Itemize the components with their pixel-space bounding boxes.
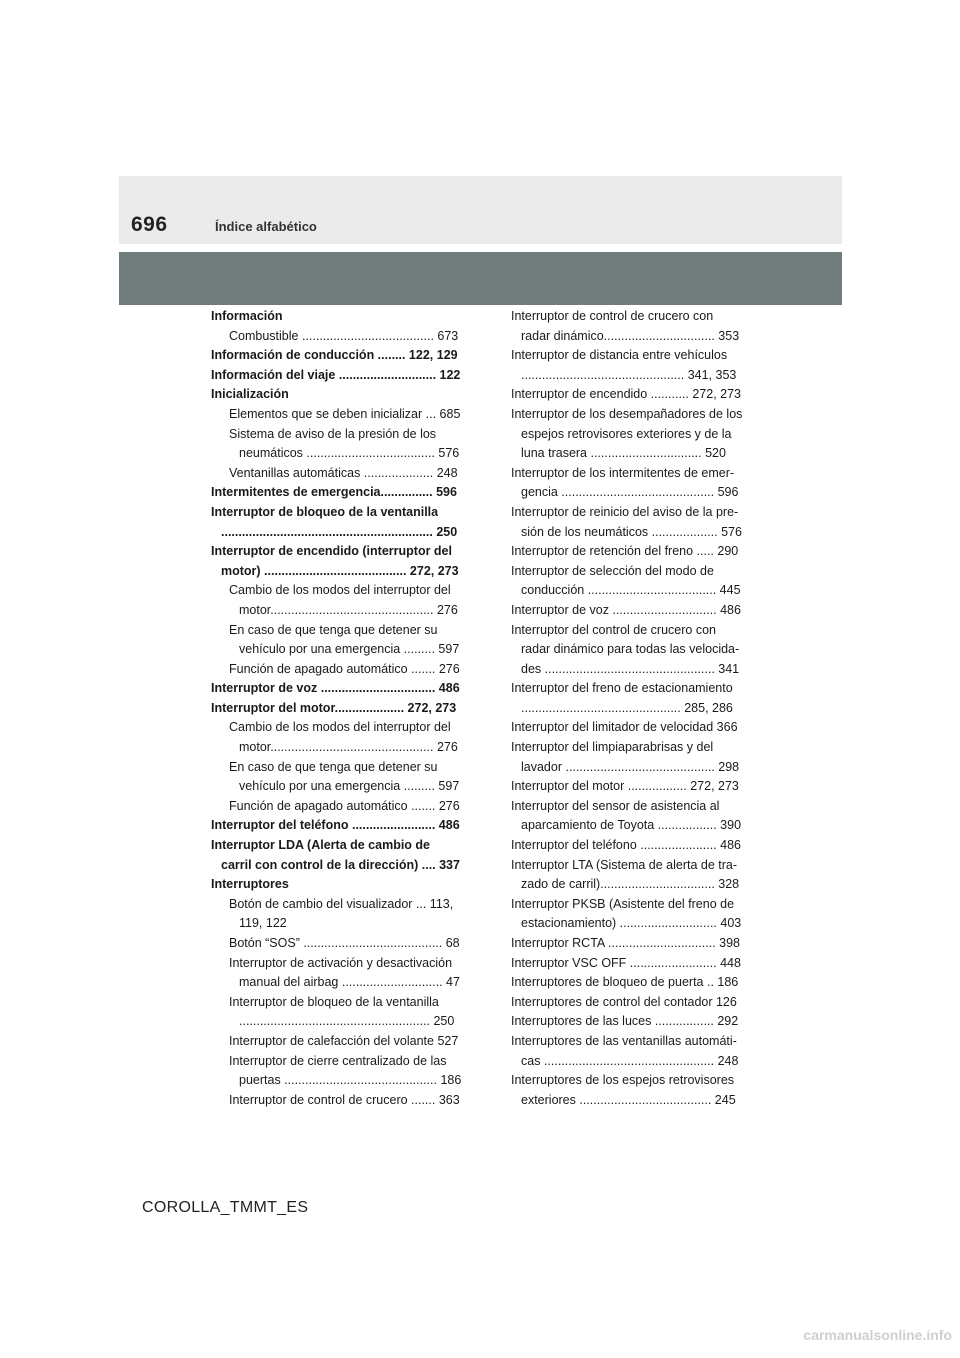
index-entry: Botón de cambio del visualizador ... 113, 119, 122 (229, 896, 454, 931)
index-entry: Interruptor del limitador de velocidad 366 (511, 720, 738, 735)
index-entry: Cambio de los modos del interruptor del motor............................................... 276 (229, 720, 458, 755)
index-entry: Interruptor del control de crucero con radar dinámico para todas las velocida-des ................................................. 341 (511, 622, 740, 676)
index-entry: Interruptor de retención del freno ..... 290 (511, 544, 739, 559)
index-entry: Interruptor de activación y desactivación manual del airbag ............................. 47 (229, 955, 460, 990)
index-entry: Combustible ...................................... 673 (229, 328, 459, 343)
index-entry: Información del viaje ............................ 122 (211, 367, 461, 382)
index-entry: Interruptor de bloqueo de la ventanilla ....................................................... 250 (229, 994, 455, 1029)
index-entry: Interruptor de distancia entre vehículos ............................................... 341, 353 (511, 348, 737, 382)
index-entry: Interruptor de control de crucero ....... 363 (229, 1092, 460, 1107)
index-entry: Interruptor LTA (Sistema de alerta de tra-zado de carril)................................. 328 (511, 857, 740, 892)
index-entry: Información (211, 309, 283, 323)
index-entry: Interruptor LDA (Alerta de cambio de carril con control de la dirección) .... 337 (211, 838, 460, 872)
index-entry: Interruptor del teléfono ...................... 486 (511, 838, 741, 853)
index-entry: Botón “SOS” ........................................ 68 (229, 936, 460, 950)
index-entry: Interruptor de los desempañadores de los espejos retrovisores exteriores y de la luna trasera ................................ 520 (511, 406, 743, 461)
index-entry: Interruptor VSC OFF ......................... 448 (511, 955, 741, 970)
index-column-right (511, 307, 743, 1110)
index-column-left (211, 307, 463, 1110)
watermark: carmanualsonline.info (803, 1327, 952, 1343)
index-entry: Interruptor de selección del modo de conducción ..................................... 445 (511, 563, 741, 598)
index-entry: Interruptor PKSB (Asistente del freno de estacionamiento) ............................ 403 (511, 896, 742, 931)
index-entry: Interruptores de control del contador 126 (511, 994, 737, 1009)
index-entry: Interruptor del sensor de asistencia al aparcamiento de Toyota ................. 390 (511, 798, 742, 833)
index-entry: Interruptor de cierre centralizado de las puertas ............................................ 186 (229, 1053, 462, 1088)
index-entry: Información de conducción ........ 122, 129 (211, 348, 458, 363)
index-entry: Inicialización (211, 387, 289, 402)
index-entry: Interruptor de reinicio del aviso de la pre-sión de los neumáticos ................... 576 (511, 504, 742, 539)
index-entry: Interruptores (211, 877, 289, 892)
index-entry: Sistema de aviso de la presión de los neumáticos ..................................... 576 (229, 426, 460, 461)
index-entry: Interruptor de encendido (interruptor del motor) ......................................... 272, 273 (211, 544, 459, 578)
index-entry: Interruptor de encendido ........... 272, 273 (511, 387, 742, 402)
page-number: 696 (131, 213, 168, 236)
index-entry: Función de apagado automático ....... 276 (229, 798, 460, 813)
index-entry: Cambio de los modos del interruptor del motor............................................... 276 (229, 583, 458, 617)
index-entry: Interruptor de control de crucero con radar dinámico................................ 353 (511, 309, 740, 343)
index-entry: En caso de que tenga que detener su vehículo por una emergencia ......... 597 (229, 622, 460, 657)
index-entry: Función de apagado automático ....... 276 (229, 661, 460, 676)
section-title: Índice alfabético (215, 219, 317, 234)
index-entry: Interruptor del freno de estacionamiento .............................................. 285, 286 (511, 681, 733, 715)
index-entry: Interruptores de bloqueo de puerta .. 186 (511, 975, 739, 990)
index-entry: Interruptor de calefacción del volante 527 (229, 1033, 459, 1048)
index-entry: Interruptor del teléfono ........................ 486 (211, 818, 460, 833)
index-entry: Interruptor de los intermitentes de emer-gencia ............................................ 596 (511, 465, 739, 500)
index-entry: Interruptor de bloqueo de la ventanilla ............................................................. 250 (211, 504, 458, 539)
index-entry: Elementos que se deben inicializar ... 685 (229, 406, 461, 421)
index-entry: Interruptor de voz .............................. 486 (511, 602, 741, 617)
index-entry: Interruptores de las luces ................. 292 (511, 1014, 739, 1029)
header-bar (119, 252, 842, 305)
index-entry: Interruptor del limpiaparabrisas y del lavador ........................................... 298 (511, 740, 740, 774)
index-entry: Interruptores de los espejos retrovisores exteriores ...................................... 245 (511, 1073, 736, 1107)
index-entry: Interruptor de voz ................................. 486 (211, 681, 460, 696)
index-entry: Intermitentes de emergencia............... 596 (211, 485, 457, 500)
index-entry: Interruptor RCTA ............................... 398 (511, 936, 741, 950)
index-entry: Ventanillas automáticas .................... 248 (229, 465, 458, 480)
index-entry: En caso de que tenga que detener su vehículo por una emergencia ......... 597 (229, 759, 460, 794)
index-entry: Interruptores de las ventanillas automáti-cas ................................................. 248 (511, 1033, 739, 1068)
model-code: COROLLA_TMMT_ES (142, 1199, 309, 1216)
index-entry: Interruptor del motor ................. 272, 273 (511, 779, 739, 794)
index-entry: Interruptor del motor.................... 272, 273 (211, 700, 457, 715)
